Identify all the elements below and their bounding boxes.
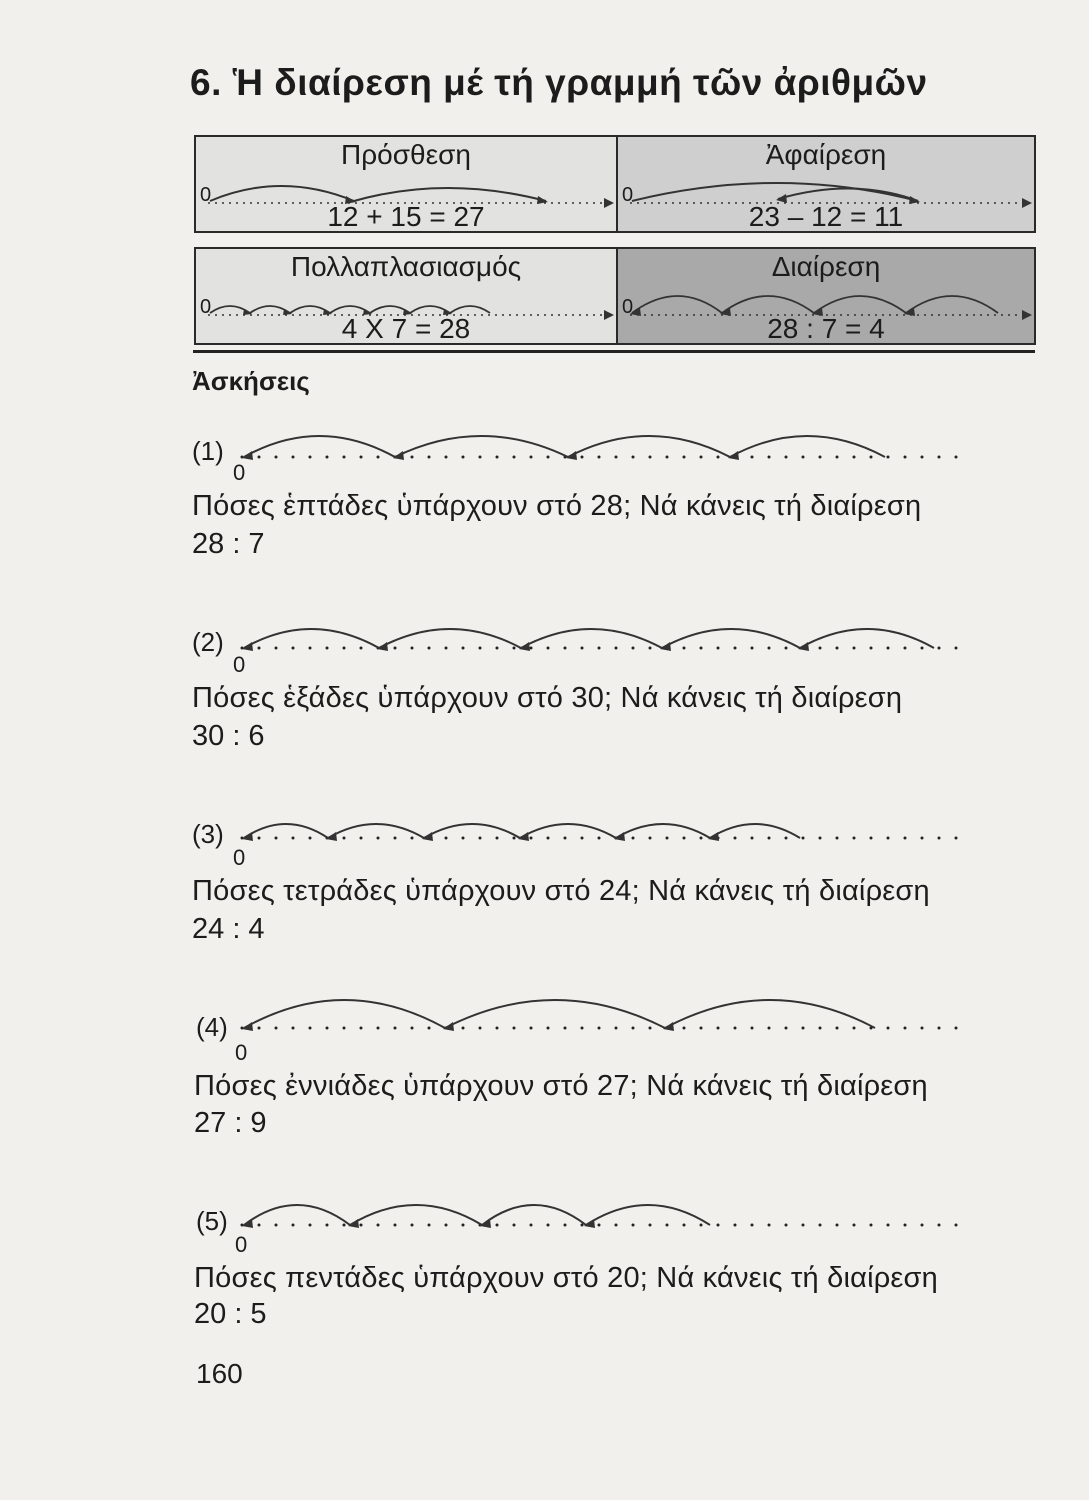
- zero-label: 0: [233, 460, 246, 485]
- exercise-division: 30 : 6: [192, 720, 265, 752]
- zero-label: 0: [235, 1232, 248, 1257]
- section-divider: [193, 350, 1035, 353]
- zero-label: 0: [233, 845, 246, 870]
- page-number: 160: [196, 1358, 243, 1389]
- zero-label: 0: [200, 184, 212, 206]
- operation-name: Ἀφαίρεση: [765, 139, 887, 170]
- zero-label: 0: [233, 652, 246, 677]
- exercise-number-line: [240, 980, 980, 1040]
- page-title: 6. Ἡ διαίρεση μέ τή γραμμή τῶν ἀριθμῶν: [190, 62, 928, 103]
- exercise-question: Πόσες ἑπτάδες ὑπάρχουν στό 28; Νά κάνεις τή διαίρεση: [192, 490, 922, 522]
- exercise-division: 20 : 5: [194, 1298, 267, 1330]
- operation-name: Πολλαπλασιασμός: [290, 251, 522, 282]
- exercise-question: Πόσες ἑξάδες ὑπάρχουν στό 30; Νά κάνεις τή διαίρεση: [192, 682, 903, 714]
- exercise-question: Πόσες ἐννιάδες ὑπάρχουν στό 27; Νά κάνεις τή διαίρεση: [194, 1070, 928, 1102]
- exercise-number-line: [240, 415, 980, 470]
- operation-equation: 4 Χ 7 = 28: [341, 313, 471, 344]
- addition-box: [194, 135, 618, 233]
- exercise-number-line: [240, 805, 980, 850]
- zero-label: 0: [622, 184, 634, 206]
- zero-label: 0: [235, 1040, 248, 1065]
- exercise-label: (5): [196, 1206, 228, 1236]
- operation-name: Πρόσθεση: [341, 139, 471, 170]
- zero-label: 0: [622, 296, 634, 318]
- exercise-division: 24 : 4: [192, 913, 265, 945]
- exercise-label: (4): [196, 1012, 228, 1042]
- operation-equation: 12 + 15 = 27: [327, 201, 485, 232]
- zero-label: 0: [200, 296, 212, 318]
- exercise-division: 28 : 7: [192, 528, 265, 560]
- exercise-label: (2): [192, 627, 224, 657]
- exercise-division: 27 : 9: [194, 1107, 267, 1139]
- exercise-label: (3): [192, 819, 224, 849]
- exercises-heading: Ἀσκήσεις: [192, 366, 310, 396]
- operation-name: Διαίρεση: [771, 251, 881, 282]
- exercise-number-line: [240, 1185, 980, 1240]
- subtraction-box: [616, 135, 1036, 233]
- division-box: [616, 247, 1036, 345]
- multiplication-box: [194, 247, 618, 345]
- exercise-number-line: [240, 605, 980, 660]
- operation-equation: 23 – 12 = 11: [748, 201, 904, 232]
- operation-equation: 28 : 7 = 4: [767, 313, 885, 344]
- exercise-question: Πόσες τετράδες ὑπάρχουν στό 24; Νά κάνεις τή διαίρεση: [192, 875, 930, 907]
- exercise-label: (1): [192, 436, 224, 466]
- exercise-question: Πόσες πεντάδες ὑπάρχουν στό 20; Νά κάνεις τή διαίρεση: [194, 1262, 938, 1294]
